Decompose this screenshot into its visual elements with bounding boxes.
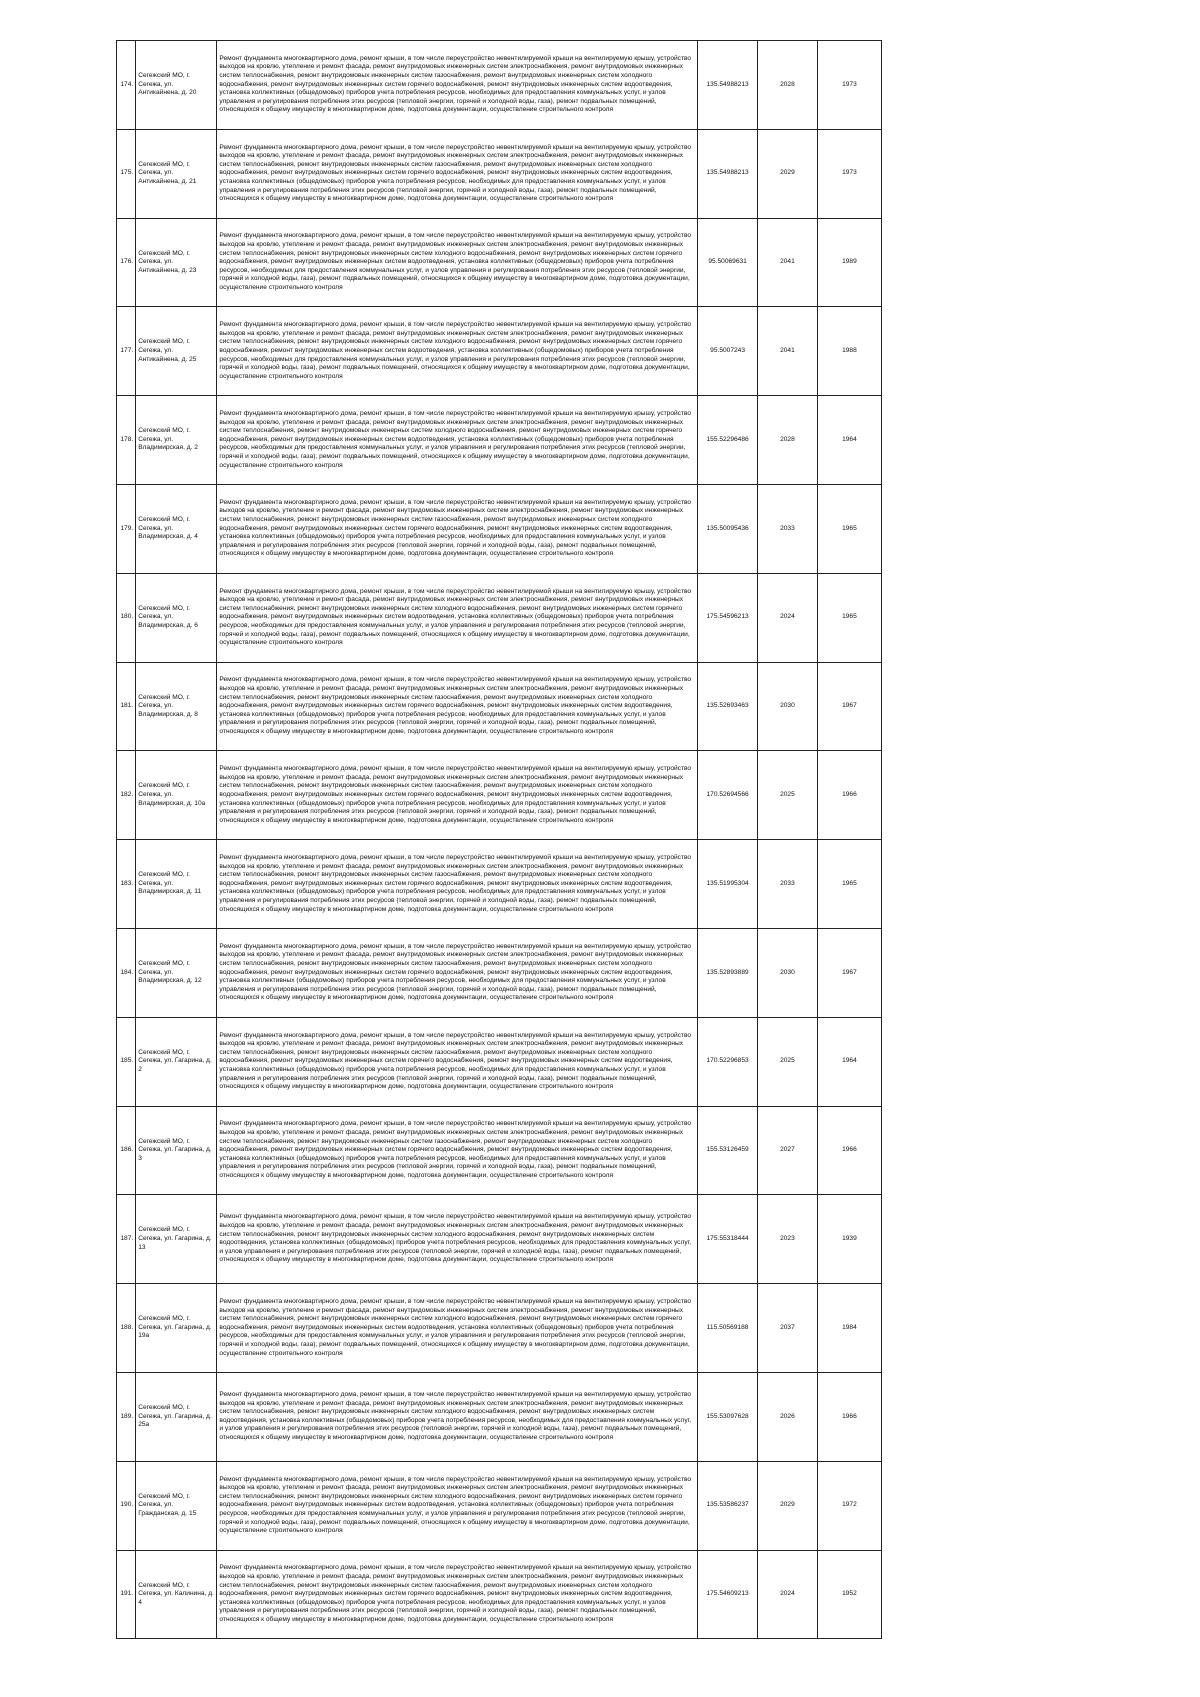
table-row — [117, 1461, 882, 1550]
row-number-cell: 187. — [117, 1195, 136, 1284]
address-cell: Сегежский МО, г. Сегежа, ул. Владимирская, д. 10а — [136, 751, 217, 840]
planned-year-cell: 2029 — [758, 129, 818, 218]
address-cell: Сегежский МО, г. Сегежа, ул. Владимирская, д. 8 — [136, 662, 217, 751]
row-number-cell: 176. — [117, 218, 136, 307]
works-list-cell: Ремонт фундамента многоквартирного дома, ремонт крыши, в том числе переустройство невентилируемой крыши на вентилируемую крышу, устройство выходов на кровлю, утепление и ремонт фасада, ремонт внутридомовых инженерных систем электроснабжения, ремонт внутридомовых инженерных систем теплоснабжения, ремонт внутридомовых инженерных систем газоснабжения, ремонт внутридомовых инженерных систем холодного водоснабжения, ремонт внутридомовых инженерных систем горячего водоснабжения, ремонт внутридомовых инженерных систем водоотведения, установка коллективных (общедомовых) приборов учета потребления ресурсов, необходимых для предоставления коммунальных услуг, и узлов управления и регулирования потребления этих ресурсов (тепловой энергии, горячей и холодной воды, газа), ремонт подвальных помещений, относящихся к общему имуществу в многоквартирном доме, подготовка документации, осуществление строительного контроля — [217, 1017, 698, 1106]
row-number-cell: 190. — [117, 1461, 136, 1550]
planned-year-cell: 2030 — [758, 928, 818, 1017]
works-list-cell: Ремонт фундамента многоквартирного дома, ремонт крыши, в том числе переустройство невентилируемой крыши на вентилируемую крышу, устройство выходов на кровлю, утепление и ремонт фасада, ремонт внутридомовых инженерных систем электроснабжения, ремонт внутридомовых инженерных систем теплоснабжения, ремонт внутридомовых инженерных систем холодного водоснабжения, ремонт внутридомовых инженерных систем водоотведения, установка коллективных (общедомовых) приборов учета потребления ресурсов, необходимых для предоставления коммунальных услуг, и узлов управления и регулирования потребления этих ресурсов (тепловой энергии, горячей и холодной воды, газа), ремонт подвальных помещений, относящихся к общему имуществу в многоквартирном доме, подготовка документации, осуществление строительного контроля — [217, 1372, 698, 1461]
planned-year-cell: 2023 — [758, 1195, 818, 1284]
row-number-cell: 189. — [117, 1372, 136, 1461]
works-list-cell: Ремонт фундамента многоквартирного дома, ремонт крыши, в том числе переустройство невентилируемой крыши на вентилируемую крышу, устройство выходов на кровлю, утепление и ремонт фасада, ремонт внутридомовых инженерных систем электроснабжения, ремонт внутридомовых инженерных систем теплоснабжения, ремонт внутридомовых инженерных систем газоснабжения, ремонт внутридомовых инженерных систем холодного водоснабжения, ремонт внутридомовых инженерных систем горячего водоснабжения, ремонт внутридомовых инженерных систем водоотведения, установка коллективных (общедомовых) приборов учета потребления ресурсов, необходимых для предоставления коммунальных услуг, и узлов управления и регулирования потребления этих ресурсов (тепловой энергии, горячей и холодной воды, газа), ремонт подвальных помещений, относящихся к общему имуществу в многоквартирном доме, подготовка документации, осуществление строительного контроля — [217, 662, 698, 751]
planned-year-cell: 2033 — [758, 484, 818, 573]
row-number-cell: 186. — [117, 1106, 136, 1195]
address-cell: Сегежский МО, г. Сегежа, ул. Гагарина, д. 2 — [136, 1017, 217, 1106]
built-year-cell: 1965 — [817, 840, 881, 929]
address-cell: Сегежский МО, г. Сегежа, ул. Владимирская, д. 6 — [136, 573, 217, 662]
planned-year-cell: 2027 — [758, 1106, 818, 1195]
table-row — [117, 928, 882, 1017]
built-year-cell: 1967 — [817, 662, 881, 751]
works-list-cell: Ремонт фундамента многоквартирного дома, ремонт крыши, в том числе переустройство невентилируемой крыши на вентилируемую крышу, устройство выходов на кровлю, утепление и ремонт фасада, ремонт внутридомовых инженерных систем электроснабжения, ремонт внутридомовых инженерных систем теплоснабжения, ремонт внутридомовых инженерных систем холодного водоснабжения, ремонт внутридомовых инженерных систем горячего водоснабжения, ремонт внутридомовых инженерных систем водоотведения, установка коллективных (общедомовых) приборов учета потребления ресурсов, необходимых для предоставления коммунальных услуг, и узлов управления и регулирования потребления этих ресурсов (тепловой энергии, горячей и холодной воды, газа), ремонт подвальных помещений, относящихся к общему имуществу в многоквартирном доме, подготовка документации, осуществление строительного контроля — [217, 1284, 698, 1373]
cost-cell: 175.54596213 — [698, 573, 758, 662]
built-year-cell: 1965 — [817, 484, 881, 573]
table-row — [117, 840, 882, 929]
planned-year-cell: 2030 — [758, 662, 818, 751]
row-number-cell: 185. — [117, 1017, 136, 1106]
cost-cell: 95.5007243 — [698, 307, 758, 396]
built-year-cell: 1989 — [817, 218, 881, 307]
works-list-cell: Ремонт фундамента многоквартирного дома, ремонт крыши, в том числе переустройство невентилируемой крыши на вентилируемую крышу, устройство выходов на кровлю, утепление и ремонт фасада, ремонт внутридомовых инженерных систем электроснабжения, ремонт внутридомовых инженерных систем теплоснабжения, ремонт внутридомовых инженерных систем холодного водоснабжения, ремонт внутридомовых инженерных систем горячего водоснабжения, ремонт внутридомовых инженерных систем водоотведения, установка коллективных (общедомовых) приборов учета потребления ресурсов, необходимых для предоставления коммунальных услуг, и узлов управления и регулирования потребления этих ресурсов (тепловой энергии, горячей и холодной воды, газа), ремонт подвальных помещений, относящихся к общему имуществу в многоквартирном доме, подготовка документации, осуществление строительного контроля — [217, 307, 698, 396]
row-number-cell: 178. — [117, 396, 136, 485]
row-number-cell: 184. — [117, 928, 136, 1017]
row-number-cell: 188. — [117, 1284, 136, 1373]
planned-year-cell: 2028 — [758, 41, 818, 130]
cost-cell: 135.52693463 — [698, 662, 758, 751]
address-cell: Сегежский МО, г. Сегежа, ул. Гагарина, д. 13 — [136, 1195, 217, 1284]
cost-cell: 135.50095436 — [698, 484, 758, 573]
address-cell: Сегежский МО, г. Сегежа, ул. Антикайнена, д. 20 — [136, 41, 217, 130]
table-row — [117, 662, 882, 751]
works-list-cell: Ремонт фундамента многоквартирного дома, ремонт крыши, в том числе переустройство невентилируемой крыши на вентилируемую крышу, устройство выходов на кровлю, утепление и ремонт фасада, ремонт внутридомовых инженерных систем электроснабжения, ремонт внутридомовых инженерных систем теплоснабжения, ремонт внутридомовых инженерных систем газоснабжения, ремонт внутридомовых инженерных систем холодного водоснабжения, ремонт внутридомовых инженерных систем горячего водоснабжения, ремонт внутридомовых инженерных систем водоотведения, установка коллективных (общедомовых) приборов учета потребления ресурсов, необходимых для предоставления коммунальных услуг, и узлов управления и регулирования потребления этих ресурсов (тепловой энергии, горячей и холодной воды, газа), ремонт подвальных помещений, относящихся к общему имуществу в многоквартирном доме, подготовка документации, осуществление строительного контроля — [217, 928, 698, 1017]
address-cell: Сегежский МО, г. Сегежа, ул. Гражданская, д. 15 — [136, 1461, 217, 1550]
cost-cell: 135.51995304 — [698, 840, 758, 929]
row-number-cell: 182. — [117, 751, 136, 840]
built-year-cell: 1965 — [817, 573, 881, 662]
table-row — [117, 129, 882, 218]
table-row — [117, 1284, 882, 1373]
planned-year-cell: 2037 — [758, 1284, 818, 1373]
table-row — [117, 484, 882, 573]
works-list-cell: Ремонт фундамента многоквартирного дома, ремонт крыши, в том числе переустройство невентилируемой крыши на вентилируемую крышу, устройство выходов на кровлю, утепление и ремонт фасада, ремонт внутридомовых инженерных систем электроснабжения, ремонт внутридомовых инженерных систем теплоснабжения, ремонт внутридомовых инженерных систем газоснабжения, ремонт внутридомовых инженерных систем холодного водоснабжения, ремонт внутридомовых инженерных систем горячего водоснабжения, ремонт внутридомовых инженерных систем водоотведения, установка коллективных (общедомовых) приборов учета потребления ресурсов, необходимых для предоставления коммунальных услуг, и узлов управления и регулирования потребления этих ресурсов (тепловой энергии, горячей и холодной воды, газа), ремонт подвальных помещений, относящихся к общему имуществу в многоквартирном доме, подготовка документации, осуществление строительного контроля — [217, 1106, 698, 1195]
built-year-cell: 1966 — [817, 1372, 881, 1461]
planned-year-cell: 2041 — [758, 218, 818, 307]
planned-year-cell: 2025 — [758, 751, 818, 840]
works-list-cell: Ремонт фундамента многоквартирного дома, ремонт крыши, в том числе переустройство невентилируемой крыши на вентилируемую крышу, устройство выходов на кровлю, утепление и ремонт фасада, ремонт внутридомовых инженерных систем электроснабжения, ремонт внутридомовых инженерных систем теплоснабжения, ремонт внутридомовых инженерных систем холодного водоснабжения, ремонт внутридомовых инженерных систем горячего водоснабжения, ремонт внутридомовых инженерных систем водоотведения, установка коллективных (общедомовых) приборов учета потребления ресурсов, необходимых для предоставления коммунальных услуг, и узлов управления и регулирования потребления этих ресурсов (тепловой энергии, горячей и холодной воды, газа), ремонт подвальных помещений, относящихся к общему имуществу в многоквартирном доме, подготовка документации, осуществление строительного контроля — [217, 396, 698, 485]
table-row — [117, 41, 882, 130]
cost-cell: 155.52296486 — [698, 396, 758, 485]
row-number-cell: 181. — [117, 662, 136, 751]
built-year-cell: 1973 — [817, 129, 881, 218]
row-number-cell: 183. — [117, 840, 136, 929]
cost-cell: 135.54988213 — [698, 129, 758, 218]
address-cell: Сегежский МО, г. Сегежа, ул. Владимирская, д. 4 — [136, 484, 217, 573]
table-row — [117, 1372, 882, 1461]
address-cell: Сегежский МО, г. Сегежа, ул. Антикайнена, д. 25 — [136, 307, 217, 396]
works-list-cell: Ремонт фундамента многоквартирного дома, ремонт крыши, в том числе переустройство невентилируемой крыши на вентилируемую крышу, устройство выходов на кровлю, утепление и ремонт фасада, ремонт внутридомовых инженерных систем электроснабжения, ремонт внутридомовых инженерных систем теплоснабжения, ремонт внутридомовых инженерных систем газоснабжения, ремонт внутридомовых инженерных систем холодного водоснабжения, ремонт внутридомовых инженерных систем горячего водоснабжения, ремонт внутридомовых инженерных систем водоотведения, установка коллективных (общедомовых) приборов учета потребления ресурсов, необходимых для предоставления коммунальных услуг, и узлов управления и регулирования потребления этих ресурсов (тепловой энергии, горячей и холодной воды, газа), ремонт подвальных помещений, относящихся к общему имуществу в многоквартирном доме, подготовка документации, осуществление строительного контроля — [217, 751, 698, 840]
built-year-cell: 1972 — [817, 1461, 881, 1550]
built-year-cell: 1967 — [817, 928, 881, 1017]
table-row — [117, 396, 882, 485]
table-body — [117, 41, 882, 1639]
cost-cell: 95.50069631 — [698, 218, 758, 307]
address-cell: Сегежский МО, г. Сегежа, ул. Калинина, д. 4 — [136, 1550, 217, 1639]
table-row — [117, 218, 882, 307]
cost-cell: 175.55318444 — [698, 1195, 758, 1284]
cost-cell: 135.54988213 — [698, 41, 758, 130]
planned-year-cell: 2029 — [758, 1461, 818, 1550]
built-year-cell: 1939 — [817, 1195, 881, 1284]
built-year-cell: 1964 — [817, 396, 881, 485]
built-year-cell: 1988 — [817, 307, 881, 396]
table-row — [117, 1550, 882, 1639]
address-cell: Сегежский МО, г. Сегежа, ул. Гагарина, д. 25а — [136, 1372, 217, 1461]
works-list-cell: Ремонт фундамента многоквартирного дома, ремонт крыши, в том числе переустройство невентилируемой крыши на вентилируемую крышу, устройство выходов на кровлю, утепление и ремонт фасада, ремонт внутридомовых инженерных систем электроснабжения, ремонт внутридомовых инженерных систем теплоснабжения, ремонт внутридомовых инженерных систем газоснабжения, ремонт внутридомовых инженерных систем холодного водоснабжения, ремонт внутридомовых инженерных систем горячего водоснабжения, ремонт внутридомовых инженерных систем водоотведения, установка коллективных (общедомовых) приборов учета потребления ресурсов, необходимых для предоставления коммунальных услуг, и узлов управления и регулирования потребления этих ресурсов (тепловой энергии, горячей и холодной воды, газа), ремонт подвальных помещений, относящихся к общему имуществу в многоквартирном доме, подготовка документации, осуществление строительного контроля — [217, 1550, 698, 1639]
cost-cell: 175.54609213 — [698, 1550, 758, 1639]
built-year-cell: 1952 — [817, 1550, 881, 1639]
planned-year-cell: 2026 — [758, 1372, 818, 1461]
works-list-cell: Ремонт фундамента многоквартирного дома, ремонт крыши, в том числе переустройство невентилируемой крыши на вентилируемую крышу, устройство выходов на кровлю, утепление и ремонт фасада, ремонт внутридомовых инженерных систем электроснабжения, ремонт внутридомовых инженерных систем теплоснабжения, ремонт внутридомовых инженерных систем газоснабжения, ремонт внутридомовых инженерных систем холодного водоснабжения, ремонт внутридомовых инженерных систем горячего водоснабжения, ремонт внутридомовых инженерных систем водоотведения, установка коллективных (общедомовых) приборов учета потребления ресурсов, необходимых для предоставления коммунальных услуг, и узлов управления и регулирования потребления этих ресурсов (тепловой энергии, горячей и холодной воды, газа), ремонт подвальных помещений, относящихся к общему имуществу в многоквартирном доме, подготовка документации, осуществление строительного контроля — [217, 129, 698, 218]
address-cell: Сегежский МО, г. Сегежа, ул. Владимирская, д. 11 — [136, 840, 217, 929]
row-number-cell: 180. — [117, 573, 136, 662]
address-cell: Сегежский МО, г. Сегежа, ул. Гагарина, д. 19а — [136, 1284, 217, 1373]
cost-cell: 155.53097628 — [698, 1372, 758, 1461]
works-list-cell: Ремонт фундамента многоквартирного дома, ремонт крыши, в том числе переустройство невентилируемой крыши на вентилируемую крышу, устройство выходов на кровлю, утепление и ремонт фасада, ремонт внутридомовых инженерных систем электроснабжения, ремонт внутридомовых инженерных систем теплоснабжения, ремонт внутридомовых инженерных систем газоснабжения, ремонт внутридомовых инженерных систем холодного водоснабжения, ремонт внутридомовых инженерных систем горячего водоснабжения, ремонт внутридомовых инженерных систем водоотведения, установка коллективных (общедомовых) приборов учета потребления ресурсов, необходимых для предоставления коммунальных услуг, и узлов управления и регулирования потребления этих ресурсов (тепловой энергии, горячей и холодной воды, газа), ремонт подвальных помещений, относящихся к общему имуществу в многоквартирном доме, подготовка документации, осуществление строительного контроля — [217, 840, 698, 929]
cost-cell: 155.53126459 — [698, 1106, 758, 1195]
row-number-cell: 179. — [117, 484, 136, 573]
works-list-cell: Ремонт фундамента многоквартирного дома, ремонт крыши, в том числе переустройство невентилируемой крыши на вентилируемую крышу, устройство выходов на кровлю, утепление и ремонт фасада, ремонт внутридомовых инженерных систем электроснабжения, ремонт внутридомовых инженерных систем теплоснабжения, ремонт внутридомовых инженерных систем холодного водоснабжения, ремонт внутридомовых инженерных систем горячего водоснабжения, ремонт внутридомовых инженерных систем водоотведения, установка коллективных (общедомовых) приборов учета потребления ресурсов, необходимых для предоставления коммунальных услуг, и узлов управления и регулирования потребления этих ресурсов (тепловой энергии, горячей и холодной воды, газа), ремонт подвальных помещений, относящихся к общему имуществу в многоквартирном доме, подготовка документации, осуществление строительного контроля — [217, 573, 698, 662]
works-list-cell: Ремонт фундамента многоквартирного дома, ремонт крыши, в том числе переустройство невентилируемой крыши на вентилируемую крышу, устройство выходов на кровлю, утепление и ремонт фасада, ремонт внутридомовых инженерных систем электроснабжения, ремонт внутридомовых инженерных систем теплоснабжения, ремонт внутридомовых инженерных систем холодного водоснабжения, ремонт внутридомовых инженерных систем водоотведения, установка коллективных (общедомовых) приборов учета потребления ресурсов, необходимых для предоставления коммунальных услуг, и узлов управления и регулирования потребления этих ресурсов (тепловой энергии, горячей и холодной воды, газа), ремонт подвальных помещений, относящихся к общему имуществу в многоквартирном доме, подготовка документации, осуществление строительного контроля — [217, 1195, 698, 1284]
planned-year-cell: 2033 — [758, 840, 818, 929]
built-year-cell: 1966 — [817, 751, 881, 840]
planned-year-cell: 2025 — [758, 1017, 818, 1106]
address-cell: Сегежский МО, г. Сегежа, ул. Антикайнена, д. 23 — [136, 218, 217, 307]
table-row — [117, 1106, 882, 1195]
works-list-cell: Ремонт фундамента многоквартирного дома, ремонт крыши, в том числе переустройство невентилируемой крыши на вентилируемую крышу, устройство выходов на кровлю, утепление и ремонт фасада, ремонт внутридомовых инженерных систем электроснабжения, ремонт внутридомовых инженерных систем теплоснабжения, ремонт внутридомовых инженерных систем газоснабжения, ремонт внутридомовых инженерных систем холодного водоснабжения, ремонт внутридомовых инженерных систем горячего водоснабжения, ремонт внутридомовых инженерных систем водоотведения, установка коллективных (общедомовых) приборов учета потребления ресурсов, необходимых для предоставления коммунальных услуг, и узлов управления и регулирования потребления этих ресурсов (тепловой энергии, горячей и холодной воды, газа), ремонт подвальных помещений, относящихся к общему имуществу в многоквартирном доме, подготовка документации, осуществление строительного контроля — [217, 41, 698, 130]
row-number-cell: 177. — [117, 307, 136, 396]
planned-year-cell: 2041 — [758, 307, 818, 396]
table-row — [117, 751, 882, 840]
table-row — [117, 307, 882, 396]
planned-year-cell: 2024 — [758, 1550, 818, 1639]
row-number-cell: 175. — [117, 129, 136, 218]
planned-year-cell: 2028 — [758, 396, 818, 485]
row-number-cell: 191. — [117, 1550, 136, 1639]
cost-cell: 170.52694566 — [698, 751, 758, 840]
address-cell: Сегежский МО, г. Сегежа, ул. Владимирская, д. 12 — [136, 928, 217, 1017]
address-cell: Сегежский МО, г. Сегежа, ул. Антикайнена, д. 21 — [136, 129, 217, 218]
planned-year-cell: 2024 — [758, 573, 818, 662]
built-year-cell: 1964 — [817, 1017, 881, 1106]
works-list-cell: Ремонт фундамента многоквартирного дома, ремонт крыши, в том числе переустройство невентилируемой крыши на вентилируемую крышу, устройство выходов на кровлю, утепление и ремонт фасада, ремонт внутридомовых инженерных систем электроснабжения, ремонт внутридомовых инженерных систем теплоснабжения, ремонт внутридомовых инженерных систем холодного водоснабжения, ремонт внутридомовых инженерных систем горячего водоснабжения, ремонт внутридомовых инженерных систем водоотведения, установка коллективных (общедомовых) приборов учета потребления ресурсов, необходимых для предоставления коммунальных услуг, и узлов управления и регулирования потребления этих ресурсов (тепловой энергии, горячей и холодной воды, газа), ремонт подвальных помещений, относящихся к общему имуществу в многоквартирном доме, подготовка документации, осуществление строительного контроля — [217, 218, 698, 307]
table-row — [117, 1195, 882, 1284]
cost-cell: 170.52296853 — [698, 1017, 758, 1106]
cost-cell: 135.53586237 — [698, 1461, 758, 1550]
built-year-cell: 1973 — [817, 41, 881, 130]
built-year-cell: 1984 — [817, 1284, 881, 1373]
works-list-cell: Ремонт фундамента многоквартирного дома, ремонт крыши, в том числе переустройство невентилируемой крыши на вентилируемую крышу, устройство выходов на кровлю, утепление и ремонт фасада, ремонт внутридомовых инженерных систем электроснабжения, ремонт внутридомовых инженерных систем теплоснабжения, ремонт внутридомовых инженерных систем газоснабжения, ремонт внутридомовых инженерных систем холодного водоснабжения, ремонт внутридомовых инженерных систем горячего водоснабжения, ремонт внутридомовых инженерных систем водоотведения, установка коллективных (общедомовых) приборов учета потребления ресурсов, необходимых для предоставления коммунальных услуг, и узлов управления и регулирования потребления этих ресурсов (тепловой энергии, горячей и холодной воды, газа), ремонт подвальных помещений, относящихся к общему имуществу в многоквартирном доме, подготовка документации, осуществление строительного контроля — [217, 484, 698, 573]
table-row — [117, 573, 882, 662]
works-list-cell: Ремонт фундамента многоквартирного дома, ремонт крыши, в том числе переустройство невентилируемой крыши на вентилируемую крышу, устройство выходов на кровлю, утепление и ремонт фасада, ремонт внутридомовых инженерных систем электроснабжения, ремонт внутридомовых инженерных систем теплоснабжения, ремонт внутридомовых инженерных систем холодного водоснабжения, ремонт внутридомовых инженерных систем горячего водоснабжения, ремонт внутридомовых инженерных систем водоотведения, установка коллективных (общедомовых) приборов учета потребления ресурсов, необходимых для предоставления коммунальных услуг, и узлов управления и регулирования потребления этих ресурсов (тепловой энергии, горячей и холодной воды, газа), ремонт подвальных помещений, относящихся к общему имуществу в многоквартирном доме, подготовка документации, осуществление строительного контроля — [217, 1461, 698, 1550]
built-year-cell: 1966 — [817, 1106, 881, 1195]
cost-cell: 135.52893889 — [698, 928, 758, 1017]
address-cell: Сегежский МО, г. Сегежа, ул. Гагарина, д. 3 — [136, 1106, 217, 1195]
capital-repair-table — [116, 40, 882, 1639]
row-number-cell: 174. — [117, 41, 136, 130]
table-row — [117, 1017, 882, 1106]
address-cell: Сегежский МО, г. Сегежа, ул. Владимирская, д. 2 — [136, 396, 217, 485]
cost-cell: 115.50569188 — [698, 1284, 758, 1373]
